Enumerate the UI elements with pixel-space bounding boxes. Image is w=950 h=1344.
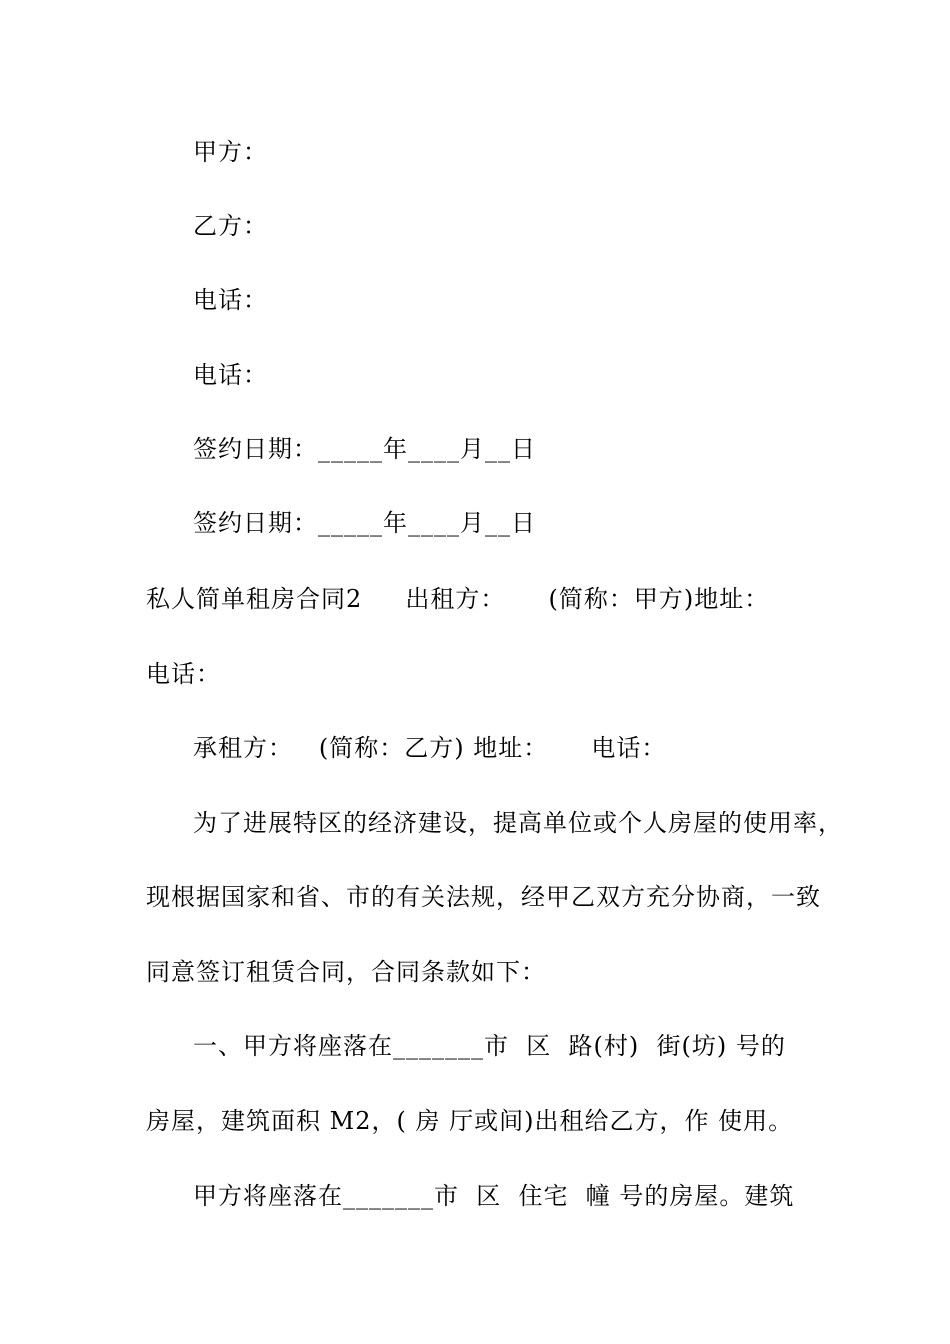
body-paragraph-line: 为了进展特区的经济建设，提高单位或个人房屋的使用率，	[193, 809, 843, 837]
clause-one-line: 一、甲方将座落在_______市 区 路(村) 街(坊) 号的	[193, 1032, 786, 1060]
lessor-phone-line: 电话：	[146, 660, 221, 688]
party-b-line: 乙方：	[193, 212, 268, 240]
body-paragraph-line: 同意签订租赁合同，合同条款如下：	[146, 958, 546, 986]
signing-date-line: 签约日期：_____年____月__日	[193, 435, 536, 463]
clause-one-alt-line: 甲方将座落在_______市 区 住宅 幢 号的房屋。建筑	[193, 1182, 795, 1210]
contract-heading-line: 私人简单租房合同2 出租方： (简称：甲方)地址：	[146, 585, 770, 613]
phone-line: 电话：	[193, 286, 268, 314]
phone-line: 电话：	[193, 361, 268, 389]
body-paragraph-line: 现根据国家和省、市的有关法规，经甲乙双方充分协商，一致	[146, 883, 821, 911]
lessee-line: 承租方： (简称：乙方) 地址： 电话：	[193, 734, 667, 762]
party-a-line: 甲方：	[193, 138, 268, 166]
signing-date-line: 签约日期：_____年____月__日	[193, 509, 536, 537]
clause-one-line: 房屋，建筑面积 M2，( 房 厅或间)出租给乙方，作 使用。	[146, 1107, 794, 1135]
